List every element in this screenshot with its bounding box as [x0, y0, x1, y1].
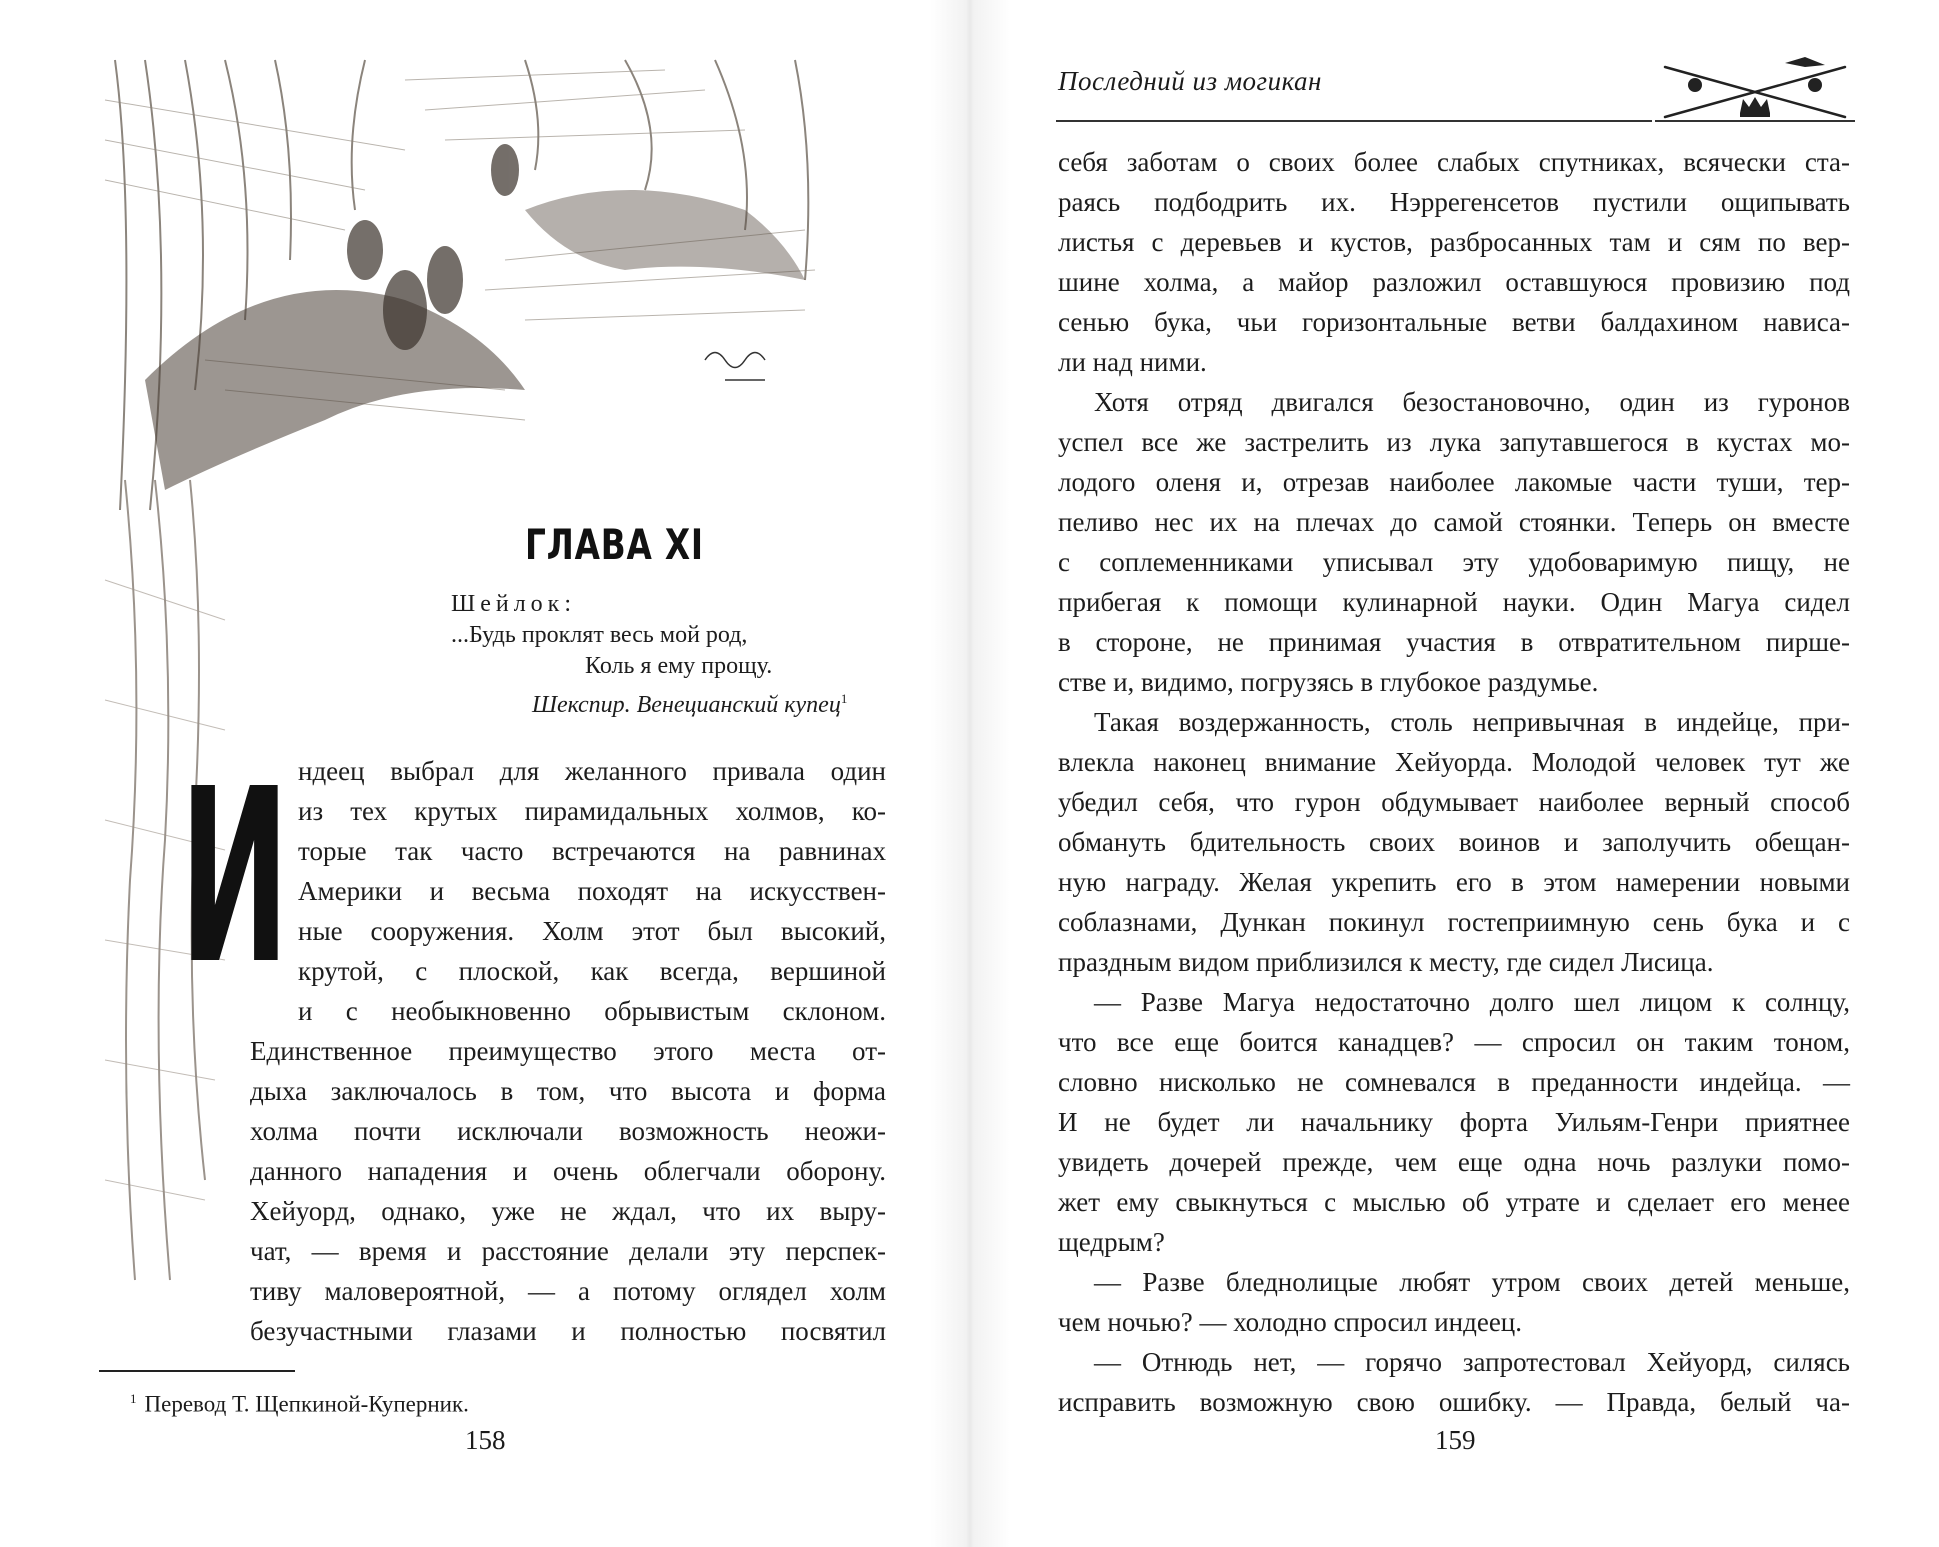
text-line: увидеть дочерей прежде, чем еще одна ночь разлуки помо- [1058, 1147, 1850, 1177]
text-line: чем ночью? — холодно спросил индеец. [1058, 1307, 1523, 1337]
text-line: шине холма, а майор разложил оставшуюся провизию под [1058, 267, 1850, 297]
text-line: влекла наконец внимание Хейуорда. Молодой человек тут же [1058, 747, 1850, 777]
chapter-title: ГЛАВА XI [525, 520, 704, 569]
text-line: праздным видом приблизился к месту, где сидел Лисица. [1058, 947, 1714, 977]
text-line: Хейуорд, однако, уже не ждал, что их выру- [250, 1196, 886, 1226]
chapter-illustration [105, 60, 825, 510]
text-line: ные сооружения. Холм этот был высокий, [298, 916, 886, 946]
epigraph-speaker: Шейлок: [451, 591, 577, 617]
page-number-left: 158 [465, 1425, 506, 1455]
text-line: и с необыкновенно обрывистым склоном. [298, 996, 886, 1026]
text-line: торые так часто встречаются на равнинах [298, 836, 886, 866]
crossed-swords-crown-ornament [1655, 55, 1855, 125]
text-line: словно нисколько не сомневался в преданности индейца. — [1058, 1067, 1850, 1097]
text-line: убедил себя, что гурон обдумывает наиболее верный способ [1058, 787, 1850, 817]
text-line: И не будет ли начальнику форта Уильям-Генри приятнее [1058, 1107, 1850, 1137]
text-line: щедрым? [1058, 1227, 1165, 1257]
page-number-right: 159 [1435, 1425, 1476, 1455]
epigraph-line: Коль я ему прощу. [585, 653, 773, 679]
running-head: Последний из могикан [1058, 66, 1322, 96]
footnote-text: Перевод Т. Щепкиной-Куперник. [144, 1391, 469, 1417]
text-line: — Разве бледнолицые любят утром своих детей меньше, [1094, 1267, 1850, 1297]
text-line: стве и, видимо, погрузясь в глубокое раздумье. [1058, 667, 1599, 697]
text-line: себя заботам о своих более слабых спутниках, всячески ста- [1058, 147, 1850, 177]
text-line: данного нападения и очень облегчали оборону. [250, 1156, 886, 1186]
text-line: ндеец выбрал для желанного привала один [298, 756, 886, 786]
epigraph-source [532, 683, 847, 721]
text-line: успел все же застрелить из лука запутавшегося в кустах мо- [1058, 427, 1850, 457]
text-line: ную награду. Желая укрепить его в этом намерении новыми [1058, 867, 1850, 897]
text-line: листья с деревьев и кустов, разбросанных там и сям по вер- [1058, 227, 1850, 257]
footnote-reference: 1 [840, 691, 848, 706]
epigraph-source-text: Шекспир. Венецианский купец [532, 692, 841, 718]
text-line: Такая воздержанность, столь непривычная в индейце, при- [1094, 707, 1850, 737]
text-line: Америки и весьма походят на искусствен- [298, 876, 886, 906]
text-line: ли над ними. [1058, 347, 1207, 377]
text-line: холма почти исключали возможность неожи- [250, 1116, 886, 1146]
text-line: — Разве Магуа недостаточно долго шел лицом к солнцу, [1094, 987, 1850, 1017]
text-line: крутой, с плоской, как всегда, вершиной [298, 956, 886, 986]
text-line: из тех крутых пирамидальных холмов, ко- [298, 796, 886, 826]
text-line: безучастными глазами и полностью посвятил [250, 1316, 886, 1346]
text-line: с соплеменниками уписывал эту удобоваримую пищу, не [1058, 547, 1850, 577]
text-line: что все еще боится канадцев? — спросил он таким тоном, [1058, 1027, 1850, 1057]
book-gutter [930, 0, 1010, 1547]
text-line: дыха заключалось в том, что высота и форма [250, 1076, 886, 1106]
text-line: прибегая к помощи кулинарной науки. Один Магуа сидел [1058, 587, 1850, 617]
text-line: тиву маловероятной, — а потому оглядел холм [250, 1276, 886, 1306]
footnote-rule [99, 1370, 295, 1372]
text-line: в стороне, не принимая участия в отвратительном пирше- [1058, 627, 1850, 657]
text-line: пеливо нес их на плечах до самой стоянки. Теперь он вместе [1058, 507, 1850, 537]
text-line: обмануть бдительность своих воинов и заполучить обещан- [1058, 827, 1850, 857]
text-line: чат, — время и расстояние делали эту перспек- [250, 1236, 886, 1266]
text-line: — Отнюдь нет, — горячо запротестовал Хейуорд, силясь [1094, 1347, 1850, 1377]
text-line: исправить возможную свою ошибку. — Правда, белый ча- [1058, 1387, 1850, 1417]
running-head-rule [1056, 120, 1652, 122]
text-line: сенью бука, чьи горизонтальные ветви балдахином нависа- [1058, 307, 1850, 337]
footnote [130, 1384, 469, 1420]
footnote-mark: 1 [130, 1391, 137, 1406]
text-line: лодого оленя и, отрезав наиболее лакомые части туши, тер- [1058, 467, 1850, 497]
epigraph-line: ...Будь проклят весь мой род, [451, 622, 748, 648]
text-line: соблазнами, Дункан покинул гостеприимную сень бука и с [1058, 907, 1850, 937]
text-line: Хотя отряд двигался безостановочно, один из гуронов [1094, 387, 1850, 417]
text-line: раясь подбодрить их. Нэррегенсетов пустили ощипывать [1058, 187, 1850, 217]
drop-cap-letter: И [179, 736, 290, 1018]
text-line: жет ему свыкнуться с мыслью об утрате и сделает его менее [1058, 1187, 1850, 1217]
drop-cap [179, 736, 290, 1018]
text-line: Единственное преимущество этого места от- [250, 1036, 886, 1066]
